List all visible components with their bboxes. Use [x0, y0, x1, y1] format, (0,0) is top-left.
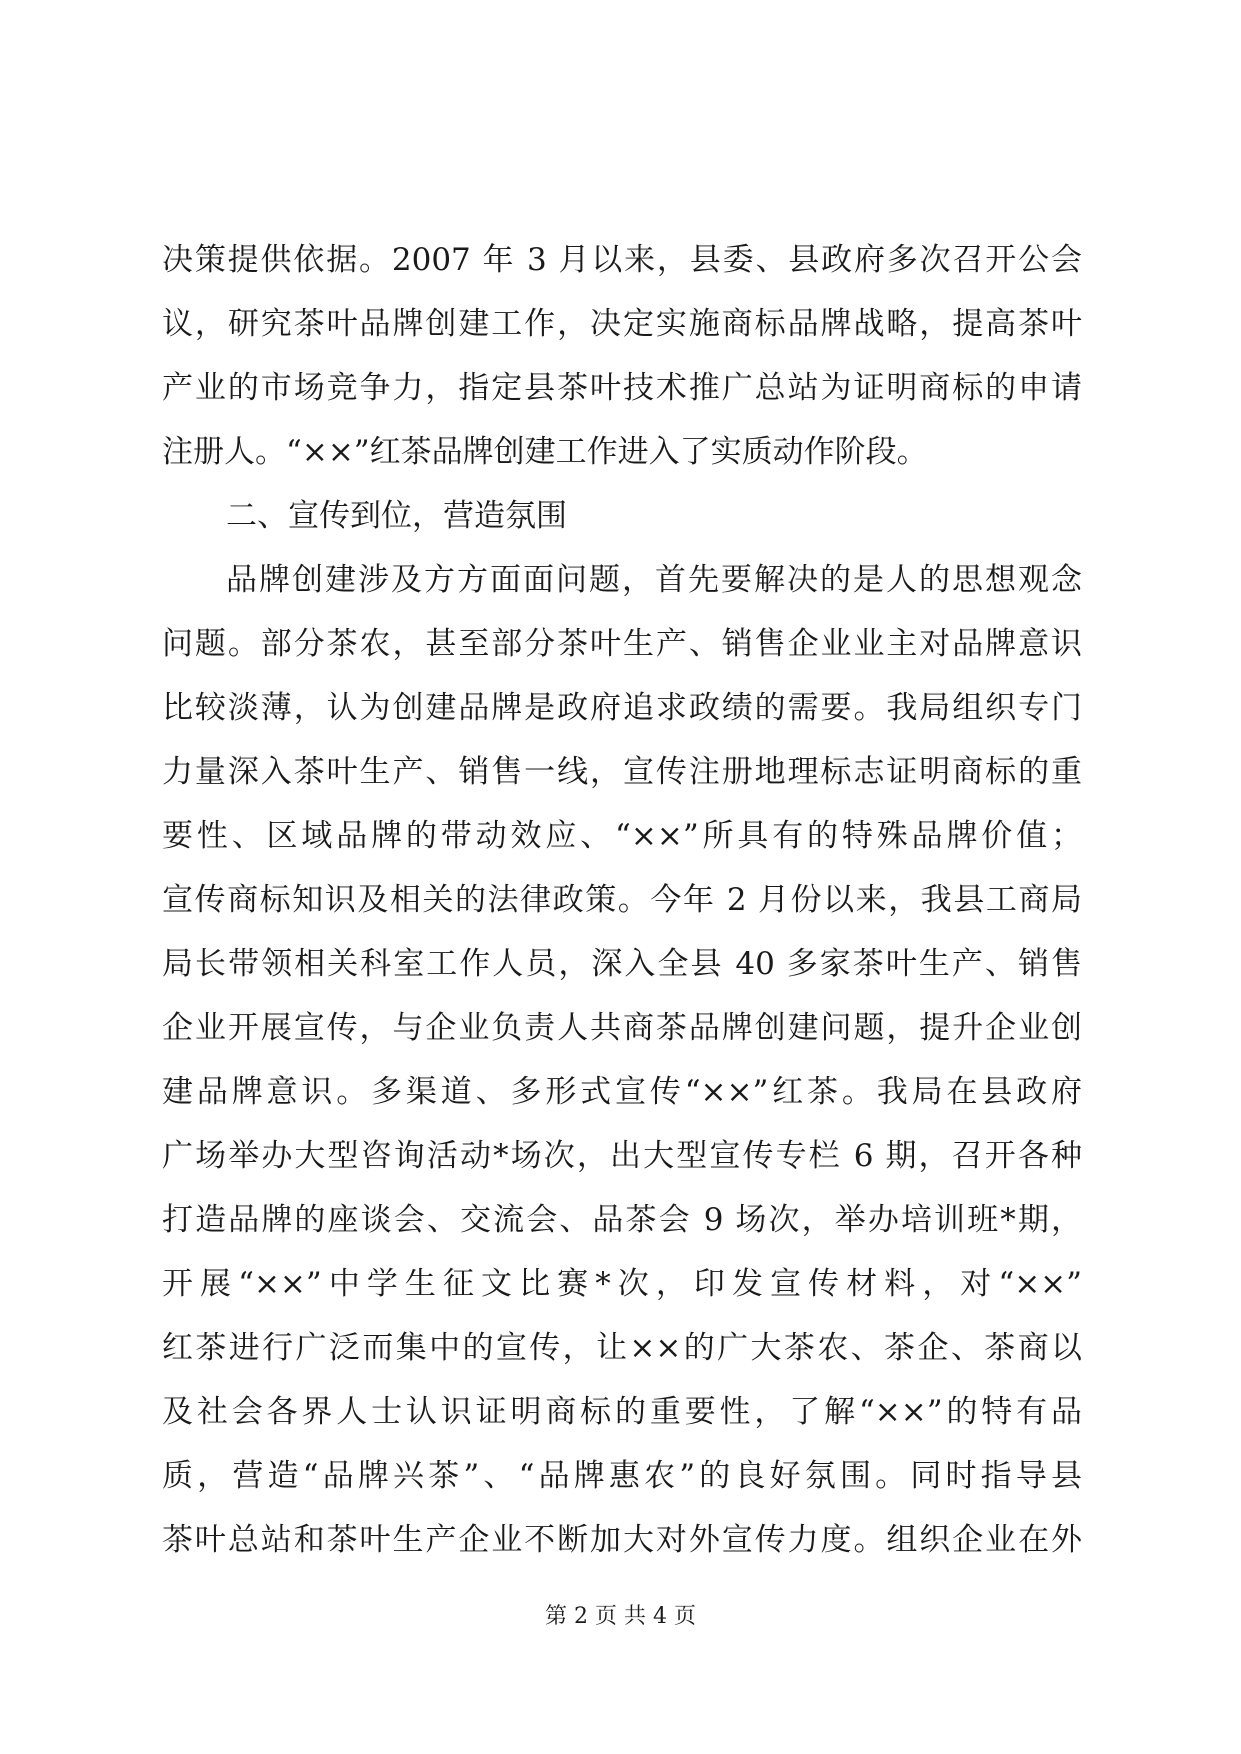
- page-footer: 第 2 页 共 4 页: [545, 1604, 696, 1629]
- section-heading: 二、宣传到位，营造氛围: [226, 498, 567, 534]
- text-line: 茶叶总站和茶叶生产企业不断加大对外宣传力度。组织企业在外: [162, 1522, 1082, 1558]
- text-line: 打造品牌的座谈会、交流会、品茶会 9 场次，举办培训班*期，: [162, 1202, 1082, 1238]
- text-line: 问题。部分茶农，甚至部分茶叶生产、销售企业业主对品牌意识: [162, 626, 1082, 662]
- text-line: 局长带领相关科室工作人员，深入全县 40 多家茶叶生产、销售: [162, 946, 1082, 982]
- text-line: 力量深入茶叶生产、销售一线，宣传注册地理标志证明商标的重: [162, 754, 1082, 790]
- text-line: 企业开展宣传，与企业负责人共商茶品牌创建问题，提升企业创: [162, 1010, 1082, 1046]
- text-line: 开展“××”中学生征文比赛*次，印发宣传材料，对“××”: [162, 1266, 1082, 1302]
- text-line: 要性、区域品牌的带动效应、“××”所具有的特殊品牌价值；: [162, 818, 1082, 854]
- text-line: 红茶进行广泛而集中的宣传，让××的广大茶农、茶企、茶商以: [162, 1330, 1082, 1366]
- text-line: 广场举办大型咨询活动*场次，出大型宣传专栏 6 期，召开各种: [162, 1138, 1082, 1174]
- text-line: 宣传商标知识及相关的法律政策。今年 2 月份以来，我县工商局: [162, 882, 1082, 918]
- text-line: 及社会各界人士认识证明商标的重要性，了解“××”的特有品: [162, 1394, 1082, 1430]
- text-line: 议，研究茶叶品牌创建工作，决定实施商标品牌战略，提高茶叶: [162, 306, 1082, 342]
- text-line: 比较淡薄，认为创建品牌是政府追求政绩的需要。我局组织专门: [162, 690, 1082, 726]
- text-line: 质，营造“品牌兴茶”、“品牌惠农”的良好氛围。同时指导县: [162, 1458, 1082, 1494]
- text-line: 品牌创建涉及方方面面问题，首先要解决的是人的思想观念: [226, 562, 1082, 598]
- text-line: 注册人。“××”红茶品牌创建工作进入了实质动作阶段。: [162, 434, 928, 470]
- text-line: 产业的市场竞争力，指定县茶叶技术推广总站为证明商标的申请: [162, 370, 1082, 406]
- text-line: 建品牌意识。多渠道、多形式宣传“××”红茶。我局在县政府: [162, 1074, 1082, 1110]
- body-text: [162, 228, 1082, 1572]
- text-line: 决策提供依据。2007 年 3 月以来，县委、县政府多次召开公会: [162, 242, 1082, 278]
